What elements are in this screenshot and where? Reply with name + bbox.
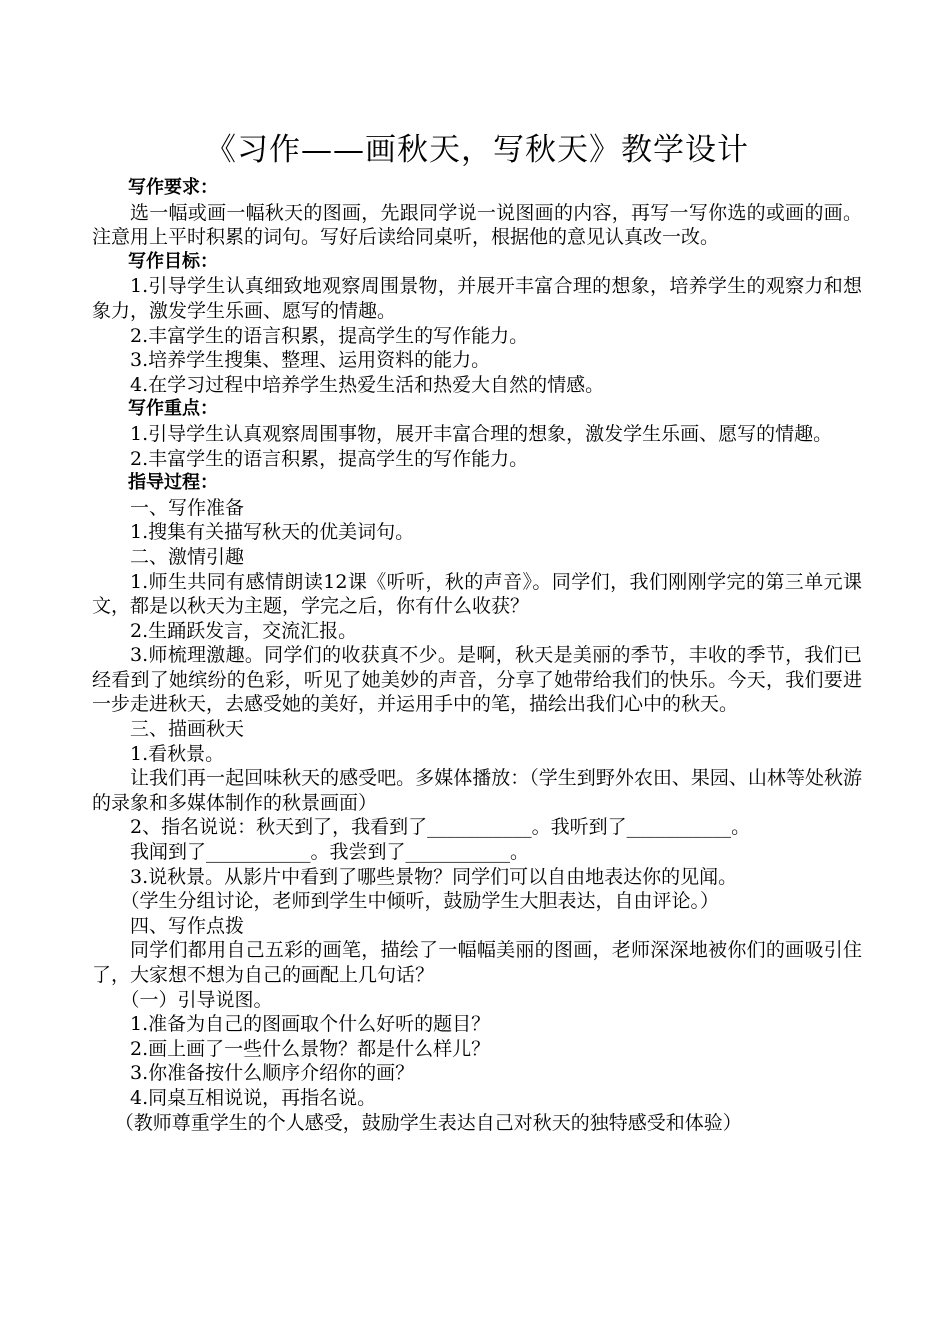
step-paragraph: 1.看秋景。	[130, 742, 225, 765]
step-paragraph: 3.说秋景。从影片中看到了哪些景物？同学们可以自由地表达你的见闻。	[130, 865, 738, 888]
step-title-motivation: 二、激情引趣	[130, 545, 245, 568]
section-heading-goals: 写作目标：	[128, 250, 218, 272]
step-paragraph: 我闻到了___________。我尝到了___________。	[130, 841, 530, 864]
document-page	[92, 128, 862, 1135]
goal-item: 3.培养学生搜集、整理、运用资料的能力。	[130, 349, 491, 372]
question-item: 4.同桌互相说说，再指名说。	[130, 1086, 377, 1109]
step-paragraph: 让我们再一起回味秋天的感受吧。多媒体播放：（学生到野外农田、果园、山林等处秋游的录象和多媒体制作的秋景画面）	[92, 767, 862, 814]
section-heading-requirements: 写作要求：	[128, 177, 218, 198]
step-paragraph: 3.师梳理激趣。同学们的收获真不少。是啊，秋天是美丽的季节，丰收的季节，我们已经看到了她缤纷的色彩，听见了她美妙的声音，分享了她带给我们的快乐。今天，我们要进一步走进秋天，去感受她的美好，并运用手中的笔，描绘出我们心中的秋天。	[92, 644, 862, 716]
step-paragraph: 1.师生共同有感情朗读12课《听听，秋的声音》。同学们，我们刚刚学完的第三单元课文，都是以秋天为主题，学完之后，你有什么收获？	[92, 570, 862, 618]
substep-title: （一）引导说图。	[120, 988, 273, 1011]
step-paragraph: 同学们都用自己五彩的画笔，描绘了一幅幅美丽的图画，老师深深地被你们的画吸引住了，大家想不想为自己的画配上几句话？	[92, 939, 862, 986]
section-heading-focus: 写作重点：	[128, 398, 218, 420]
question-item: 2.画上画了一些什么景物？都是什么样儿？	[130, 1037, 491, 1060]
step-title-guidance: 四、写作点拨	[130, 914, 245, 937]
step-note: （教师尊重学生的个人感受，鼓励学生表达自己对秋天的独特感受和体验）	[114, 1111, 742, 1134]
document-title: 《习作——画秋天，写秋天》教学设计	[205, 132, 749, 168]
question-item: 1.准备为自己的图画取个什么好听的题目？	[130, 1013, 491, 1036]
goal-item: 1.引导学生认真细致地观察周围景物，并展开丰富合理的想象，培养学生的观察力和想象力，激发学生乐画、愿写的情趣。	[92, 275, 862, 322]
step-title-preparation: 一、写作准备	[130, 496, 245, 519]
step-paragraph: 2.生踊跃发言，交流汇报。	[130, 619, 358, 642]
step-paragraph: 1.搜集有关描写秋天的优美词句。	[130, 521, 415, 544]
section-heading-process: 指导过程：	[128, 472, 218, 494]
focus-item: 1.引导学生认真观察周围事物，展开丰富合理的想象，激发学生乐画、愿写的情趣。	[130, 422, 833, 445]
focus-item: 2.丰富学生的语言积累，提高学生的写作能力。	[130, 447, 529, 470]
step-title-drawing: 三、描画秋天	[130, 718, 245, 741]
question-item: 3.你准备按什么顺序介绍你的画？	[130, 1062, 415, 1085]
step-note: （学生分组讨论，老师到学生中倾听，鼓励学生大胆表达，自由评论。）	[120, 890, 720, 913]
step-paragraph: 2、指名说说：秋天到了，我看到了___________。我听到了___________。	[130, 816, 751, 839]
goal-item: 4.在学习过程中培养学生热爱生活和热爱大自然的情感。	[130, 373, 605, 396]
goal-item: 2.丰富学生的语言积累，提高学生的写作能力。	[130, 324, 529, 347]
requirements-text: 选一幅或画一幅秋天的图画，先跟同学说一说图画的内容，再写一写你选的或画的画。注意用上平时积累的词句。写好后读给同桌听，根据他的意见认真改一改。	[92, 201, 862, 249]
